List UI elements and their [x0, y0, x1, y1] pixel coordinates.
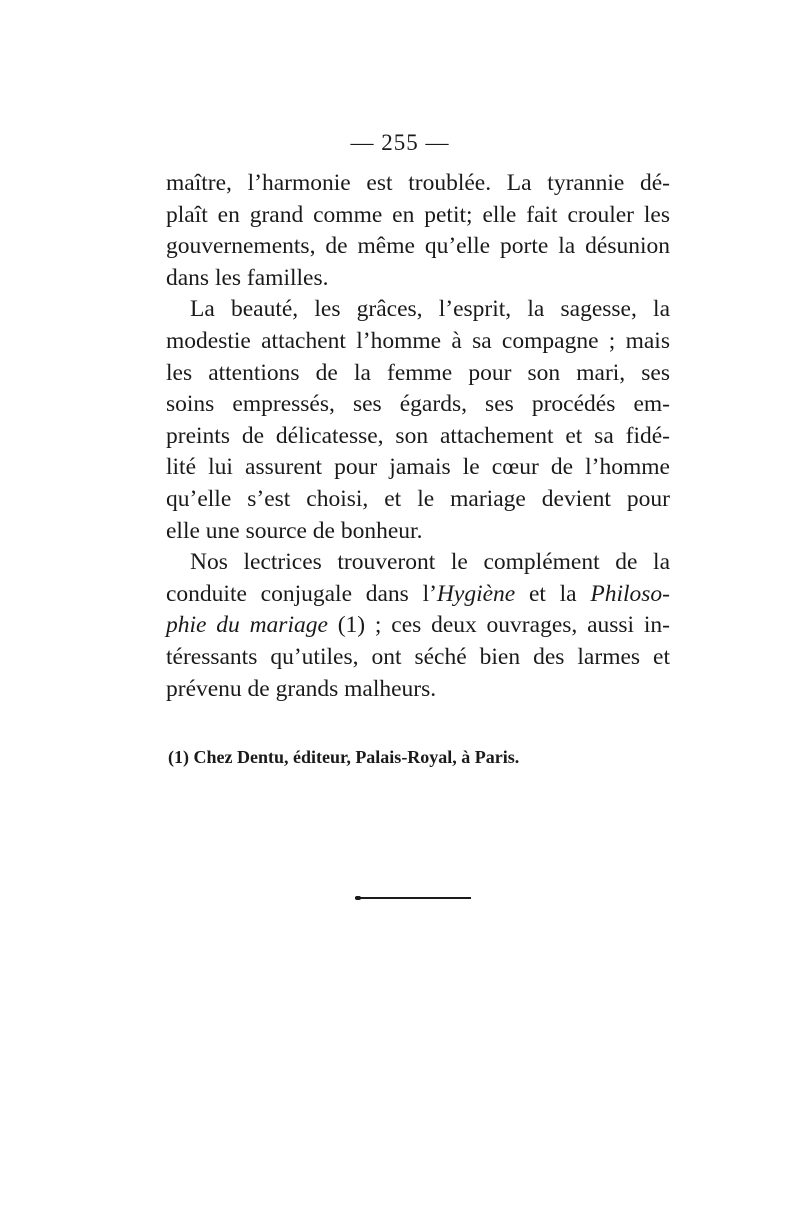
page-number: — 255 —	[350, 130, 450, 155]
text-line: prévenu de grands malheurs.	[166, 675, 437, 702]
text-line: preints de délicatesse, son attachement et sa fidé-	[166, 422, 670, 449]
text-line: qu’elle s’est choisi, et le mariage devient pour	[166, 485, 670, 512]
text-line: La beauté, les grâces, l’esprit, la sagesse, la	[190, 296, 670, 323]
end-rule-divider	[355, 897, 471, 899]
text-line: modestie attachent l’homme à sa compagne ; mais	[166, 327, 670, 354]
text-line: maître, l’harmonie est troublée. La tyrannie dé-	[166, 170, 670, 196]
text-line: dans les familles.	[166, 264, 329, 291]
text-line: elle une source de bonheur.	[166, 517, 423, 544]
book-title-italic: Hygiène	[436, 580, 516, 607]
text-line: gouvernements, de même qu’elle porte la désunion	[166, 233, 670, 260]
text-line: plaît en grand comme en petit; elle fait crouler les	[166, 201, 670, 228]
text-run: (1) ; ces deux ouvrages, aussi in-	[327, 612, 670, 639]
footnote: (1) Chez Dentu, éditeur, Palais-Royal, à Paris.	[168, 747, 520, 767]
text-line	[166, 610, 670, 642]
body-text	[166, 168, 670, 705]
text-line: soins empressés, ses égards, ses procédés em-	[166, 391, 670, 418]
book-title-italic: Philoso-	[590, 580, 670, 607]
text-run: conduite conjugale dans l’	[166, 580, 437, 607]
text-run: et la	[515, 580, 591, 607]
text-line	[166, 579, 670, 611]
text-line: lité lui assurent pour jamais le cœur de l’homme	[166, 454, 670, 481]
text-line: les attentions de la femme pour son mari, ses	[166, 359, 670, 386]
text-line: téressants qu’utiles, ont séché bien des larmes et	[166, 643, 670, 670]
book-title-italic: phie du mariage	[166, 612, 328, 639]
text-line: Nos lectrices trouveront le complément de la	[190, 549, 670, 576]
